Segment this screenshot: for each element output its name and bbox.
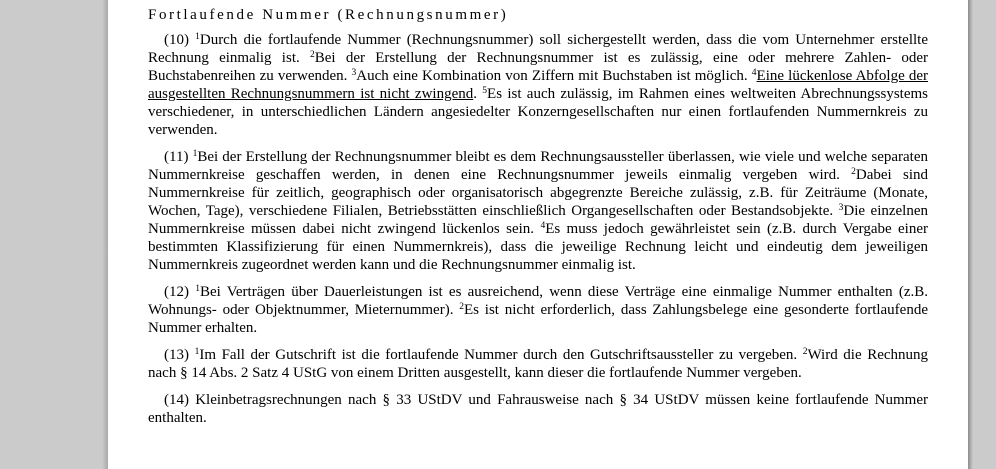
paragraph-list xyxy=(148,31,928,427)
right-page-shadow xyxy=(968,0,973,469)
sentence-number: 3 xyxy=(351,68,357,78)
paragraph-number: (12) xyxy=(164,284,189,300)
sentence-number: 4 xyxy=(751,68,757,78)
sentence-number: 1 xyxy=(195,284,200,294)
sentence-number: 1 xyxy=(192,149,198,159)
paragraph xyxy=(148,346,928,382)
sentence-text: Dabei sind Nummernkreise für zeitlich, geographisch oder organisatorisch abgegrenzte Bereiche zulässig, z.B. für Zeiträume (Monate, Wochen, Tage), verschiedene Filialen, Betriebsstätten einschließlich Organgesellschaften oder Bestandsobjekte. xyxy=(148,167,928,219)
sentence-number: 2 xyxy=(310,50,315,60)
sentence-text: Die einzelnen Nummernkreise müssen dabei nicht zwingend lückenlos sein. xyxy=(148,203,928,237)
paragraph xyxy=(148,283,928,337)
sentence-text: Bei Verträgen über Dauerleistungen ist es ausreichend, wenn diese Verträge eine einmalige Nummer enthalten (z.B. Wohnungs- oder Objektnummer, Mieternummer). xyxy=(148,284,929,318)
sentence-number: 1 xyxy=(194,347,200,357)
paragraph xyxy=(148,31,928,139)
paragraph-number: (13) xyxy=(164,347,189,363)
sentence-number: 2 xyxy=(851,167,856,177)
paragraph-number: (14) xyxy=(164,392,189,408)
paragraph-number: (10) xyxy=(164,32,189,48)
paragraph xyxy=(148,391,928,427)
sentence-text: Es muss jedoch gewährleistet sein (z.B. durch Vergabe einer bestimmten Klassifizierung für einen Nummernkreis), dass die jeweilige Rechnung leicht und eindeutig dem jeweiligen Nummernkreis zugeordnet werden kann und die Rechnungsnummer einmalig ist. xyxy=(148,221,929,273)
sentence-punctuation: . xyxy=(473,86,477,102)
sentence-text: Es ist nicht erforderlich, dass Zahlungsbelege eine gesonderte fortlaufende Nummer erhalten. xyxy=(148,302,928,336)
sentence-text: Bei der Erstellung der Rechnungsnummer ist es zulässig, eine oder mehrere Zahlen- oder Buchstabenreihen zu verwenden. xyxy=(148,50,929,84)
sentence-text: Kleinbetragsrechnungen nach § 33 UStDV und Fahrausweise nach § 34 UStDV müssen keine fortlaufende Nummer enthalten. xyxy=(148,392,928,426)
document-page xyxy=(108,0,968,469)
sentence-text: Im Fall der Gutschrift ist die fortlaufende Nummer durch den Gutschriftsaussteller zu vergeben. xyxy=(199,347,798,363)
sentence-text: Wird die Rechnung nach § 14 Abs. 2 Satz 4 UStG von einem Dritten ausgestellt, kann dieser die fortlaufende Nummer vergeben. xyxy=(148,347,929,381)
sentence-number: 2 xyxy=(802,347,808,357)
sentence-number: 5 xyxy=(482,86,488,96)
paragraph-number: (11) xyxy=(164,149,189,165)
document-content xyxy=(148,6,928,436)
sentence-number: 3 xyxy=(838,203,844,213)
sentence-text: Auch eine Kombination von Ziffern mit Buchstaben ist möglich. xyxy=(356,68,748,84)
left-viewer-gutter xyxy=(0,0,108,469)
underlined-sentence: Eine lückenlose Abfolge der ausgestellten Rechnungsnummern ist nicht zwingend xyxy=(148,68,929,102)
sentence-number: 1 xyxy=(195,32,200,42)
right-viewer-gutter xyxy=(968,0,996,469)
sentence-text: Durch die fortlaufende Nummer (Rechnungsnummer) soll sichergestellt werden, dass die vom Unternehmer erstellte Rechnung einmalig ist. xyxy=(148,32,928,66)
sentence-text: Es ist auch zulässig, im Rahmen eines weltweiten Abrechnungssystems verschiedener, in unterschiedlichen Ländern angesiedelter Konzerngesellschaften nur einen fortlaufenden Nummernkreis zu verwenden. xyxy=(148,86,929,138)
paragraph xyxy=(148,148,928,274)
sentence-text: Bei der Erstellung der Rechnungsnummer bleibt es dem Rechnungsaussteller überlassen, wie viele und welche separaten Nummernkreise geschaffen werden, in denen eine Rechnungsnummer jeweils einmalig vergeben wird. xyxy=(148,149,928,183)
sentence-number: 2 xyxy=(459,302,464,312)
sentence-number: 4 xyxy=(540,221,546,231)
section-heading: Fortlaufende Nummer (Rechnungsnummer) xyxy=(148,7,509,23)
